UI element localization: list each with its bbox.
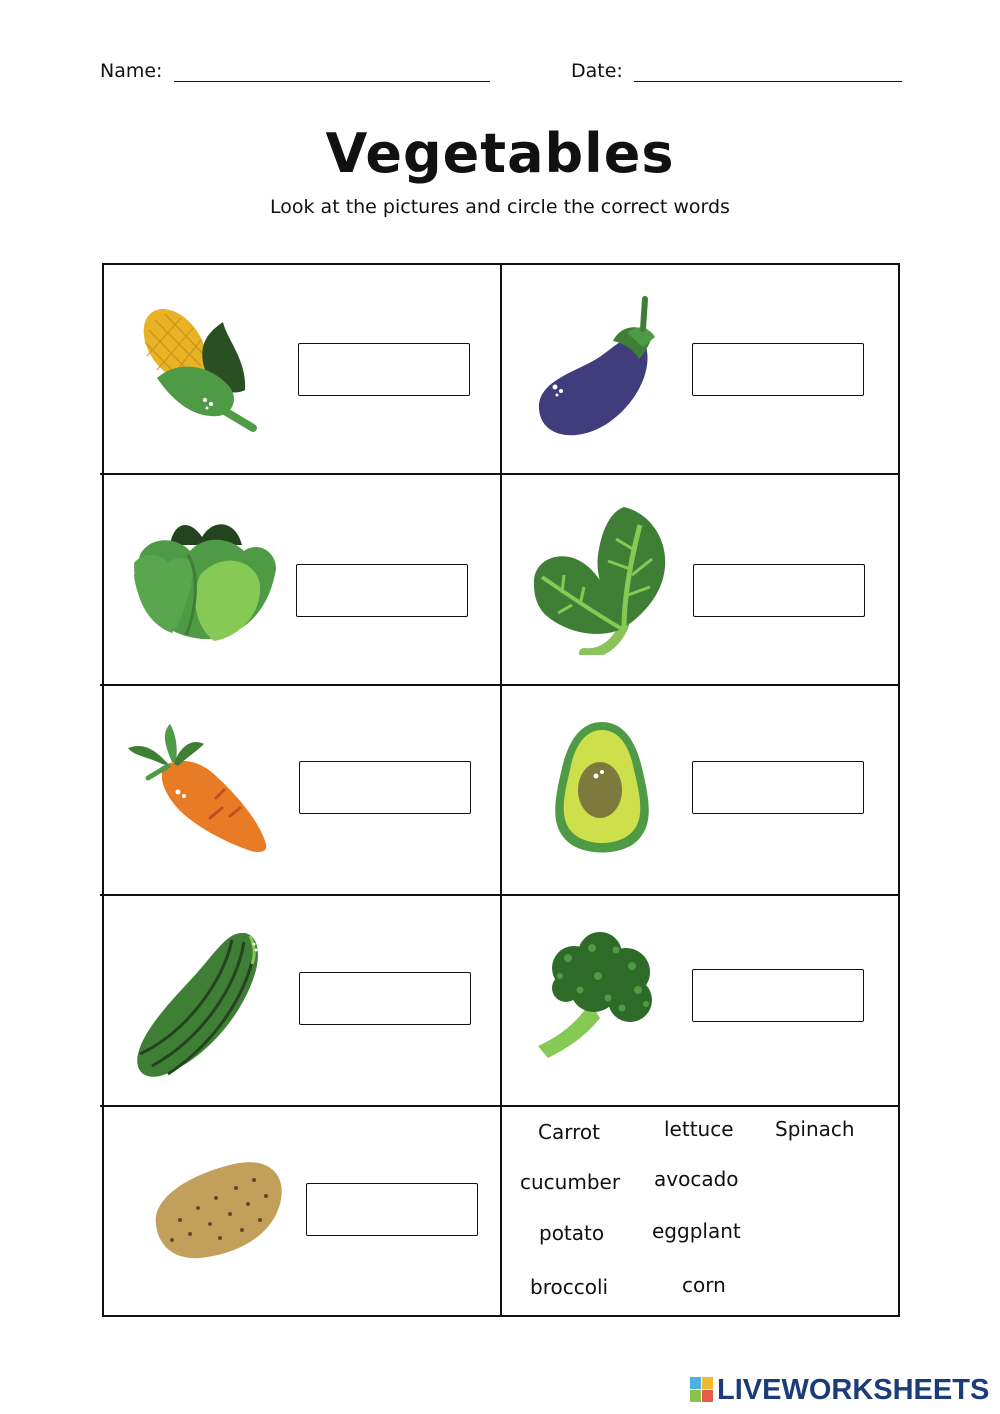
corn-icon <box>135 300 260 435</box>
word-option[interactable]: avocado <box>654 1167 739 1191</box>
answer-box-9[interactable] <box>306 1183 478 1236</box>
date-label: Date: <box>571 60 623 82</box>
page-title: Vegetables <box>325 122 675 185</box>
answer-box-4[interactable] <box>693 564 865 617</box>
word-option[interactable]: eggplant <box>652 1219 741 1243</box>
avocado-icon <box>550 718 654 856</box>
potato-icon <box>150 1158 286 1262</box>
word-option[interactable]: Spinach <box>775 1117 855 1141</box>
grid-divider <box>500 263 502 1317</box>
instructions: Look at the pictures and circle the correct words <box>270 196 730 218</box>
word-option[interactable]: lettuce <box>664 1117 734 1141</box>
answer-box-8[interactable] <box>692 969 864 1022</box>
answer-box-7[interactable] <box>299 972 471 1025</box>
carrot-icon <box>120 722 270 854</box>
grid-divider <box>100 684 900 686</box>
lettuce-icon <box>130 515 280 645</box>
date-field[interactable] <box>634 81 902 82</box>
answer-box-1[interactable] <box>298 343 470 396</box>
brand-logo <box>690 1372 990 1408</box>
eggplant-icon <box>535 295 660 440</box>
word-option[interactable]: broccoli <box>530 1275 609 1299</box>
name-label: Name: <box>100 60 163 82</box>
word-option[interactable]: cucumber <box>520 1170 621 1194</box>
word-option[interactable]: Carrot <box>538 1120 600 1144</box>
grid-divider <box>100 473 900 475</box>
brand-blocks-icon <box>690 1377 714 1403</box>
word-option[interactable]: corn <box>682 1273 726 1297</box>
answer-box-3[interactable] <box>296 564 468 617</box>
broccoli-icon <box>534 932 662 1060</box>
cucumber-icon <box>132 928 264 1080</box>
spinach-icon <box>528 505 673 655</box>
brand-name: LIVEWORKSHEETS <box>717 1373 990 1406</box>
answer-box-5[interactable] <box>299 761 471 814</box>
grid-divider <box>100 894 900 896</box>
answer-box-6[interactable] <box>692 761 864 814</box>
name-field[interactable] <box>174 81 490 82</box>
grid-divider <box>100 1105 900 1107</box>
answer-box-2[interactable] <box>692 343 864 396</box>
word-option[interactable]: potato <box>539 1221 605 1245</box>
